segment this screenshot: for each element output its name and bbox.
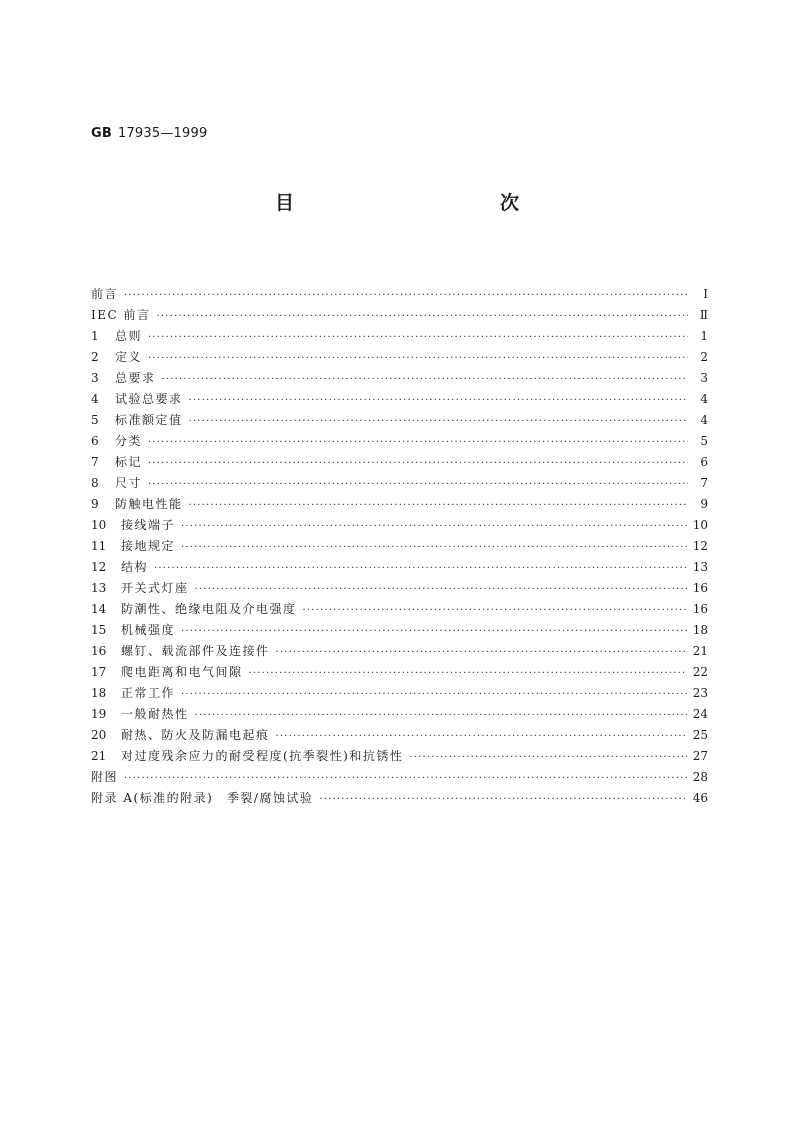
toc-entry-page: 9 (700, 497, 708, 511)
toc-entry[interactable] (91, 704, 708, 725)
toc-entry[interactable] (91, 725, 708, 746)
toc-leader-dots (181, 516, 687, 537)
toc-entry[interactable] (91, 641, 708, 662)
toc-leader-dots (189, 411, 688, 432)
toc-entry-page: 6 (700, 455, 708, 469)
toc-entry-page: 23 (692, 686, 708, 700)
toc-entry-page: 4 (700, 392, 708, 406)
toc-entry-number: 5 (91, 413, 99, 427)
standard-code (91, 126, 207, 141)
toc-entry[interactable] (91, 515, 708, 536)
toc-entry[interactable] (91, 410, 708, 431)
toc-entry[interactable] (91, 536, 708, 557)
toc-entry-number: 11 (91, 539, 107, 553)
toc-entry-label: 结构 (121, 560, 149, 574)
toc-entry-label: 接线端子 (121, 518, 176, 532)
toc-entry-page: 7 (700, 476, 708, 490)
toc-entry-page: 3 (700, 371, 708, 385)
toc-entry[interactable] (91, 473, 708, 494)
toc-leader-dots (148, 348, 688, 369)
toc-entry-page: 16 (692, 602, 708, 616)
toc-entry-number: 14 (91, 602, 107, 616)
toc-entry[interactable] (91, 284, 708, 305)
toc-entry[interactable] (91, 389, 708, 410)
toc-leader-dots (189, 495, 688, 516)
toc-entry-number: 4 (91, 392, 99, 406)
toc-leader-dots (181, 621, 687, 642)
toc-entry-number: 7 (91, 455, 99, 469)
toc-leader-dots (154, 558, 687, 579)
toc-entry-label: IEC 前言 (91, 308, 151, 322)
toc-entry-number: 15 (91, 623, 107, 637)
toc-entry-label: 正常工作 (121, 686, 176, 700)
toc-entry-page: 27 (692, 749, 708, 763)
toc-leader-dots (276, 726, 687, 747)
toc-entry-page: 12 (692, 539, 708, 553)
toc-leader-dots (181, 684, 687, 705)
toc-entry-page: 13 (692, 560, 708, 574)
toc-leader-dots (124, 768, 687, 789)
toc-entry-label: 试验总要求 (115, 392, 183, 406)
toc-entry-label: 机械强度 (121, 623, 176, 637)
toc-leader-dots (181, 537, 687, 558)
toc-entry[interactable] (91, 431, 708, 452)
toc-entry-number: 18 (91, 686, 107, 700)
toc-leader-dots (148, 474, 688, 495)
toc-entry-page: 18 (692, 623, 708, 637)
standard-prefix: GB (91, 126, 112, 141)
toc-leader-dots (148, 432, 688, 453)
toc-entry-page: 5 (700, 434, 708, 448)
toc-entry-label: 分类 (115, 434, 143, 448)
toc-entry[interactable] (91, 368, 708, 389)
toc-entry[interactable] (91, 557, 708, 578)
toc-entry-label: 螺钉、载流部件及连接件 (121, 644, 270, 658)
toc-entry-number: 10 (91, 518, 107, 532)
toc-entry-label: 定义 (115, 350, 143, 364)
toc-entry-page: Ⅱ (699, 308, 708, 322)
toc-entry-number: 2 (91, 350, 99, 364)
toc-entry-page: 10 (692, 518, 708, 532)
toc-leader-dots (148, 453, 688, 474)
toc-entry-number: 3 (91, 371, 99, 385)
toc-leader-dots (195, 579, 687, 600)
toc-entry-number: 8 (91, 476, 99, 490)
toc-leader-dots (157, 306, 689, 327)
toc-entry[interactable] (91, 788, 708, 809)
toc-leader-dots (249, 663, 687, 684)
toc-entry-label: 附录 A(标准的附录) 季裂/腐蚀试验 (91, 791, 314, 805)
toc-entry-page: 28 (692, 770, 708, 784)
toc-entry-page: Ⅰ (703, 287, 708, 301)
toc-leader-dots (319, 789, 686, 810)
toc-entry[interactable] (91, 767, 708, 788)
toc-entry-page: 2 (700, 350, 708, 364)
toc-entry-page: 1 (700, 329, 708, 343)
toc-entry-page: 16 (692, 581, 708, 595)
toc-leader-dots (303, 600, 687, 621)
toc-entry[interactable] (91, 662, 708, 683)
toc-entry-label: 开关式灯座 (121, 581, 189, 595)
toc-entry-page: 4 (700, 413, 708, 427)
toc-entry-number: 13 (91, 581, 107, 595)
toc-leader-dots (189, 390, 688, 411)
toc-entry-label: 耐热、防火及防漏电起痕 (121, 728, 270, 742)
toc-leader-dots (124, 285, 688, 306)
toc-leader-dots (409, 747, 686, 768)
toc-entry-page: 25 (692, 728, 708, 742)
toc-entry-label: 接地规定 (121, 539, 176, 553)
toc-leader-dots (162, 369, 688, 390)
toc-entry-label: 标准额定值 (115, 413, 183, 427)
toc-entry[interactable] (91, 599, 708, 620)
toc-entry-number: 17 (91, 665, 107, 679)
toc-entry-label: 防触电性能 (115, 497, 183, 511)
toc-entry-label: 附图 (91, 770, 119, 784)
toc-entry-label: 总则 (115, 329, 143, 343)
toc-entry-number: 6 (91, 434, 99, 448)
toc-entry-label: 尺寸 (115, 476, 143, 490)
toc-entry-number: 9 (91, 497, 99, 511)
toc-leader-dots (148, 327, 688, 348)
toc-leader-dots (195, 705, 687, 726)
toc-entry[interactable] (91, 326, 708, 347)
page-title: 目 次 (274, 192, 575, 214)
toc-entry-page: 21 (692, 644, 708, 658)
toc-entry[interactable] (91, 746, 708, 767)
toc-entry[interactable] (91, 578, 708, 599)
toc-entry-label: 对过度残余应力的耐受程度(抗季裂性)和抗锈性 (121, 749, 404, 763)
toc-entry-label: 标记 (115, 455, 143, 469)
toc-entry-label: 爬电距离和电气间隙 (121, 665, 243, 679)
toc-entry[interactable] (91, 347, 708, 368)
toc-entry-page: 24 (692, 707, 708, 721)
toc-leader-dots (276, 642, 687, 663)
toc-entry-label: 前言 (91, 287, 119, 301)
toc-entry-number: 19 (91, 707, 107, 721)
toc-entry[interactable] (91, 620, 708, 641)
toc-entry-label: 总要求 (115, 371, 156, 385)
toc-entry-label: 一般耐热性 (121, 707, 189, 721)
toc-entry-label: 防潮性、绝缘电阻及介电强度 (121, 602, 297, 616)
toc-entry[interactable] (91, 683, 708, 704)
toc-entry-number: 20 (91, 728, 107, 742)
toc-entry-number: 16 (91, 644, 107, 658)
toc-entry-number: 12 (91, 560, 107, 574)
toc-entry[interactable] (91, 494, 708, 515)
toc-entry-number: 21 (91, 749, 107, 763)
toc-entry[interactable] (91, 452, 708, 473)
standard-number: 17935—1999 (117, 126, 208, 141)
toc-entry[interactable] (91, 305, 708, 326)
table-of-contents (91, 284, 708, 809)
toc-entry-number: 1 (91, 329, 99, 343)
toc-entry-page: 22 (692, 665, 708, 679)
toc-entry-page: 46 (692, 791, 708, 805)
